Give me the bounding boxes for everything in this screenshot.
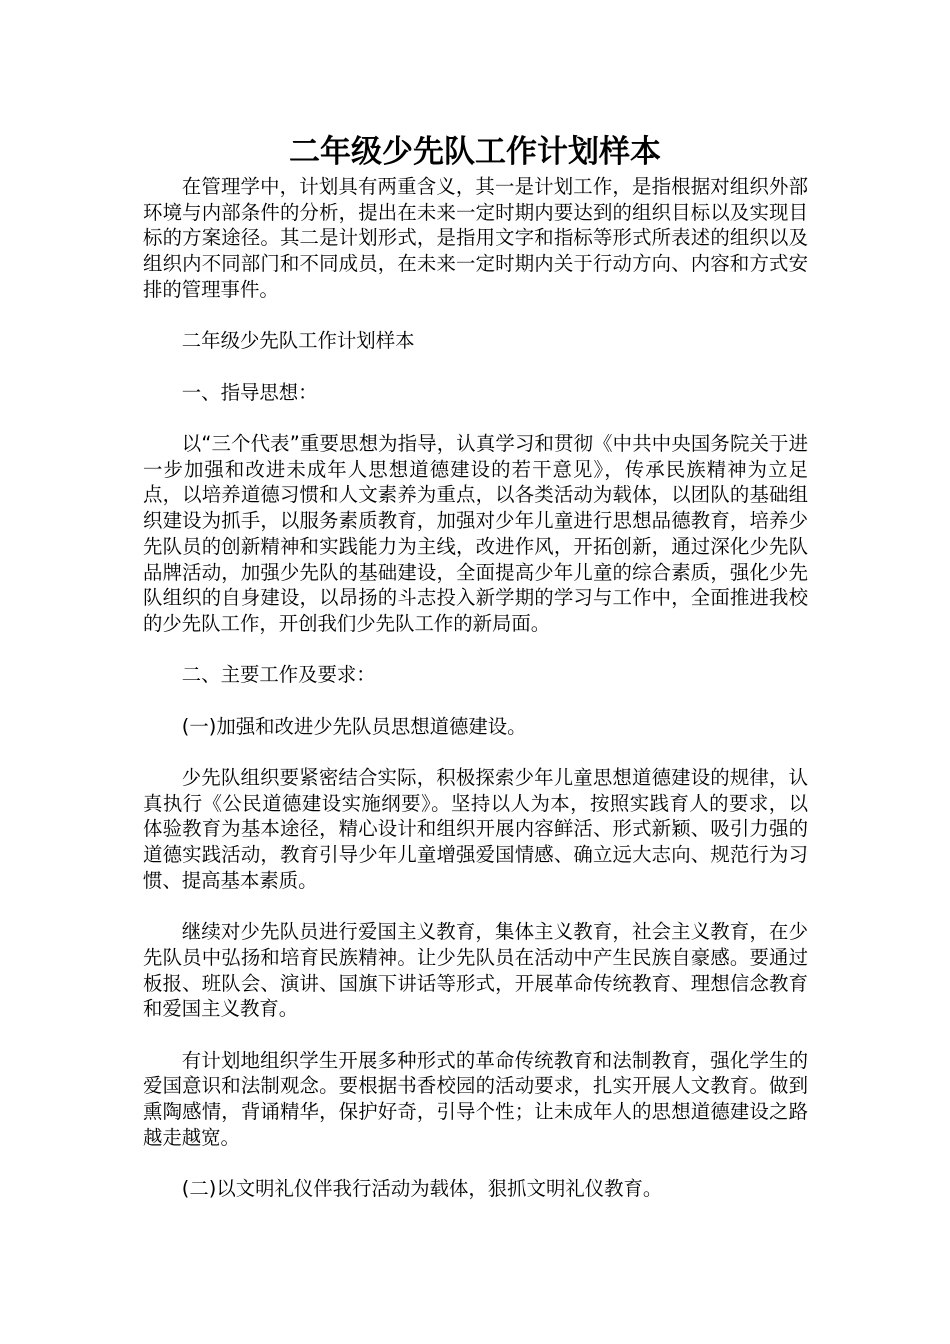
subsection-heading-2: (二)以文明礼仪伴我行活动为载体，狠抓文明礼仪教育。 <box>181 1177 663 1201</box>
document-body <box>143 174 808 1202</box>
body-paragraph: 少先队组织要紧密结合实际，积极探索少年儿童思想道德建设的规律，认真执行《公民道德建设实施纲要》。坚持以人为本，按照实践育人的要求，以体验教育为基本途径，精心设计和组织开展内容鲜活、形式新颖、吸引力强的道德实践活动，教育引导少年儿童增强爱国情感、确立远大志向、规范行为习惯、提高基本素质。 <box>143 766 808 892</box>
section-heading-main-work: 二、主要工作及要求： <box>181 663 376 687</box>
subtitle-paragraph: 二年级少先队工作计划样本 <box>181 329 415 353</box>
intro-paragraph: 在管理学中，计划具有两重含义，其一是计划工作，是指根据对组织外部环境与内部条件的分析，提出在未来一定时期内要达到的组织目标以及实现目标的方案途径。其二是计划形式，是指用文字和指标等形式所表述的组织以及组织内不同部门和不同成员，在未来一定时期内关于行动方向、内容和方式安排的管理事件。 <box>143 175 808 301</box>
body-paragraph: 继续对少先队员进行爱国主义教育，集体主义教育，社会主义教育，在少先队员中弘扬和培育民族精神。让少先队员在活动中产生民族自豪感。要通过板报、班队会、演讲、国旗下讲话等形式，开展革命传统教育、理想信念教育和爱国主义教育。 <box>143 920 808 1021</box>
guiding-thought-paragraph: 以“三个代表”重要思想为指导，认真学习和贯彻《中共中央国务院关于进一步加强和改进未成年人思想道德建设的若干意见》，传承民族精神为立足点，以培养道德习惯和人文素养为重点，以各类活动为载体，以团队的基础组织建设为抓手，以服务素质教育，加强对少年儿童进行思想品德教育，培养少先队员的创新精神和实践能力为主线，改进作风，开拓创新，通过深化少先队品牌活动，加强少先队的基础建设，全面提高少年儿童的综合素质，强化少先队组织的自身建设，以昂扬的斗志投入新学期的学习与工作中，全面推进我校的少先队工作，开创我们少先队工作的新局面。 <box>143 431 808 635</box>
body-paragraph: 有计划地组织学生开展多种形式的革命传统教育和法制教育，强化学生的爱国意识和法制观念。要根据书香校园的活动要求，扎实开展人文教育。做到熏陶感情，背诵精华，保护好奇，引导个性；让未成年人的思想道德建设之路越走越宽。 <box>143 1048 808 1149</box>
subsection-heading-1: (一)加强和改进少先队员思想道德建设。 <box>181 714 527 738</box>
document-title: 二年级少先队工作计划样本 <box>289 134 661 170</box>
section-heading-guiding-thought: 一、指导思想： <box>181 380 318 404</box>
